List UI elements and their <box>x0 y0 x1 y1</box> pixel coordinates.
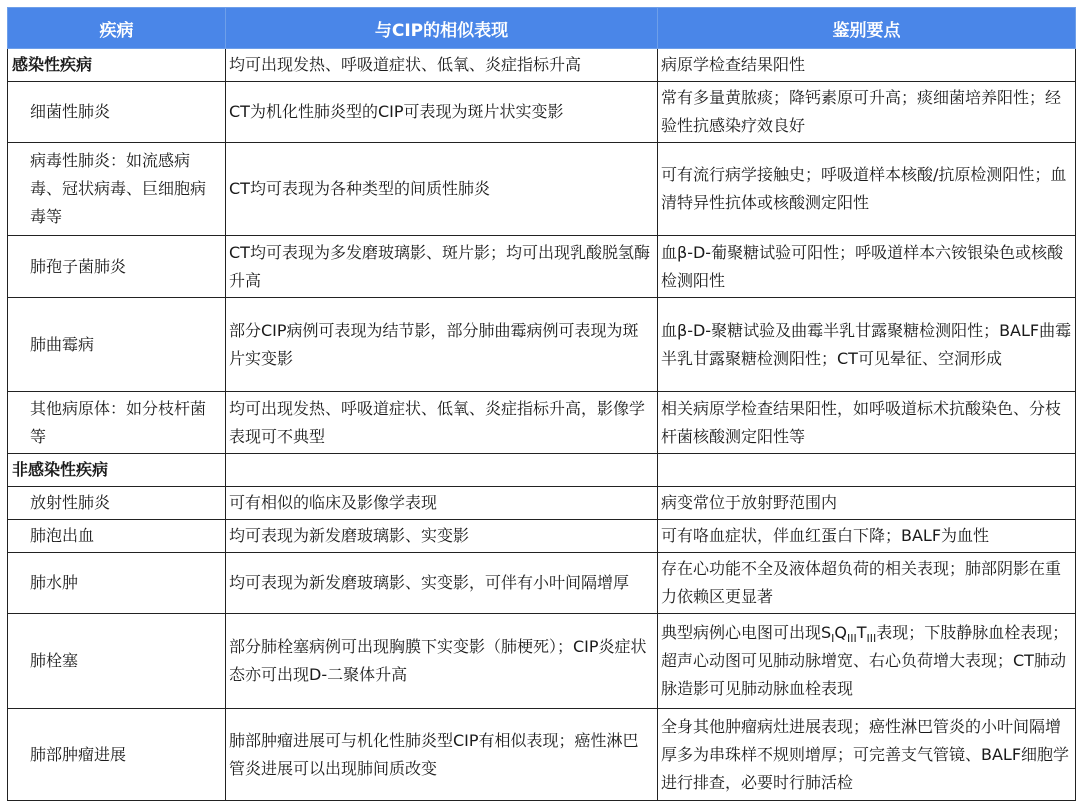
similar-cell: 均可表现为新发磨玻璃影、实变影 <box>226 520 658 553</box>
key-cell: 血β-D-聚糖试验及曲霉半乳甘露聚糖检测阳性；BALF曲霉半乳甘露聚糖检测阳性；CT可见晕征、空洞形成 <box>658 298 1076 392</box>
disease-cell: 肺孢子菌肺炎 <box>8 236 226 298</box>
key-cell: 病原学检查结果阳性 <box>658 49 1076 82</box>
key-cell: 全身其他肿瘤病灶进展表现；癌性淋巴管炎的小叶间隔增厚多为串珠样不规则增厚；可完善支气管镜、BALF细胞学进行排查，必要时行肺活检 <box>658 709 1076 801</box>
similar-cell <box>226 454 658 487</box>
category-name: 非感染性疾病 <box>8 454 226 487</box>
similar-cell: 部分肺栓塞病例可出现胸膜下实变影（肺梗死）；CIP炎症状态亦可出现D-二聚体升高 <box>226 614 658 709</box>
table-row <box>8 709 1076 801</box>
key-cell: 病变常位于放射野范围内 <box>658 487 1076 520</box>
table-row <box>8 454 1076 487</box>
disease-cell: 肺泡出血 <box>8 520 226 553</box>
similar-cell: 可有相似的临床及影像学表现 <box>226 487 658 520</box>
disease-cell: 肺水肿 <box>8 553 226 614</box>
disease-cell: 细菌性肺炎 <box>8 82 226 143</box>
key-cell: 可有流行病学接触史；呼吸道样本核酸/抗原检测阳性；血清特异性抗体或核酸测定阳性 <box>658 143 1076 236</box>
disease-cell: 放射性肺炎 <box>8 487 226 520</box>
disease-cell: 病毒性肺炎：如流感病毒、冠状病毒、巨细胞病毒等 <box>8 143 226 236</box>
header-key-points: 鉴别要点 <box>658 8 1076 49</box>
table-row <box>8 520 1076 553</box>
header-similar: 与CIP的相似表现 <box>226 8 658 49</box>
disease-cell: 肺曲霉病 <box>8 298 226 392</box>
table-row <box>8 82 1076 143</box>
key-cell: 可有咯血症状，伴血红蛋白下降；BALF为血性 <box>658 520 1076 553</box>
disease-cell: 其他病原体：如分枝杆菌等 <box>8 392 226 454</box>
similar-cell: CT均可表现为多发磨玻璃影、斑片影；均可出现乳酸脱氢酶升高 <box>226 236 658 298</box>
similar-cell: 均可出现发热、呼吸道症状、低氧、炎症指标升高 <box>226 49 658 82</box>
table-row <box>8 143 1076 236</box>
key-cell: 血β-D-葡聚糖试验可阳性；呼吸道样本六铵银染色或核酸检测阳性 <box>658 236 1076 298</box>
disease-cell: 肺栓塞 <box>8 614 226 709</box>
similar-cell: 部分CIP病例可表现为结节影，部分肺曲霉病例可表现为斑片实变影 <box>226 298 658 392</box>
key-cell: 典型病例心电图可出现$S_IQ_{III}T_{III}$表现；下肢静脉血栓表现；超声心动图可见肺动脉增宽、右心负荷增大表现；CT肺动脉造影可见肺动脉血栓表现 <box>658 614 1076 709</box>
table-row <box>8 298 1076 392</box>
key-cell <box>658 454 1076 487</box>
similar-cell: 均可出现发热、呼吸道症状、低氧、炎症指标升高，影像学表现可不典型 <box>226 392 658 454</box>
key-cell: 常有多量黄脓痰；降钙素原可升高；痰细菌培养阳性；经验性抗感染疗效良好 <box>658 82 1076 143</box>
category-name: 感染性疾病 <box>8 49 226 82</box>
key-cell: 存在心功能不全及液体超负荷的相关表现；肺部阴影在重力依赖区更显著 <box>658 553 1076 614</box>
table-row <box>8 487 1076 520</box>
table-row <box>8 236 1076 298</box>
similar-cell: 均可表现为新发磨玻璃影、实变影，可伴有小叶间隔增厚 <box>226 553 658 614</box>
table-row <box>8 553 1076 614</box>
header-disease: 疾病 <box>8 8 226 49</box>
differential-diagnosis-table <box>7 7 1076 801</box>
similar-cell: CT均可表现为各种类型的间质性肺炎 <box>226 143 658 236</box>
similar-cell: 肺部肿瘤进展可与机化性肺炎型CIP有相似表现；癌性淋巴管炎进展可以出现肺间质改变 <box>226 709 658 801</box>
table-row <box>8 614 1076 709</box>
table-header-row <box>8 8 1076 49</box>
table-row <box>8 392 1076 454</box>
disease-cell: 肺部肿瘤进展 <box>8 709 226 801</box>
key-cell: 相关病原学检查结果阳性，如呼吸道标术抗酸染色、分枝杆菌核酸测定阳性等 <box>658 392 1076 454</box>
similar-cell: CT为机化性肺炎型的CIP可表现为斑片状实变影 <box>226 82 658 143</box>
table-row <box>8 49 1076 82</box>
